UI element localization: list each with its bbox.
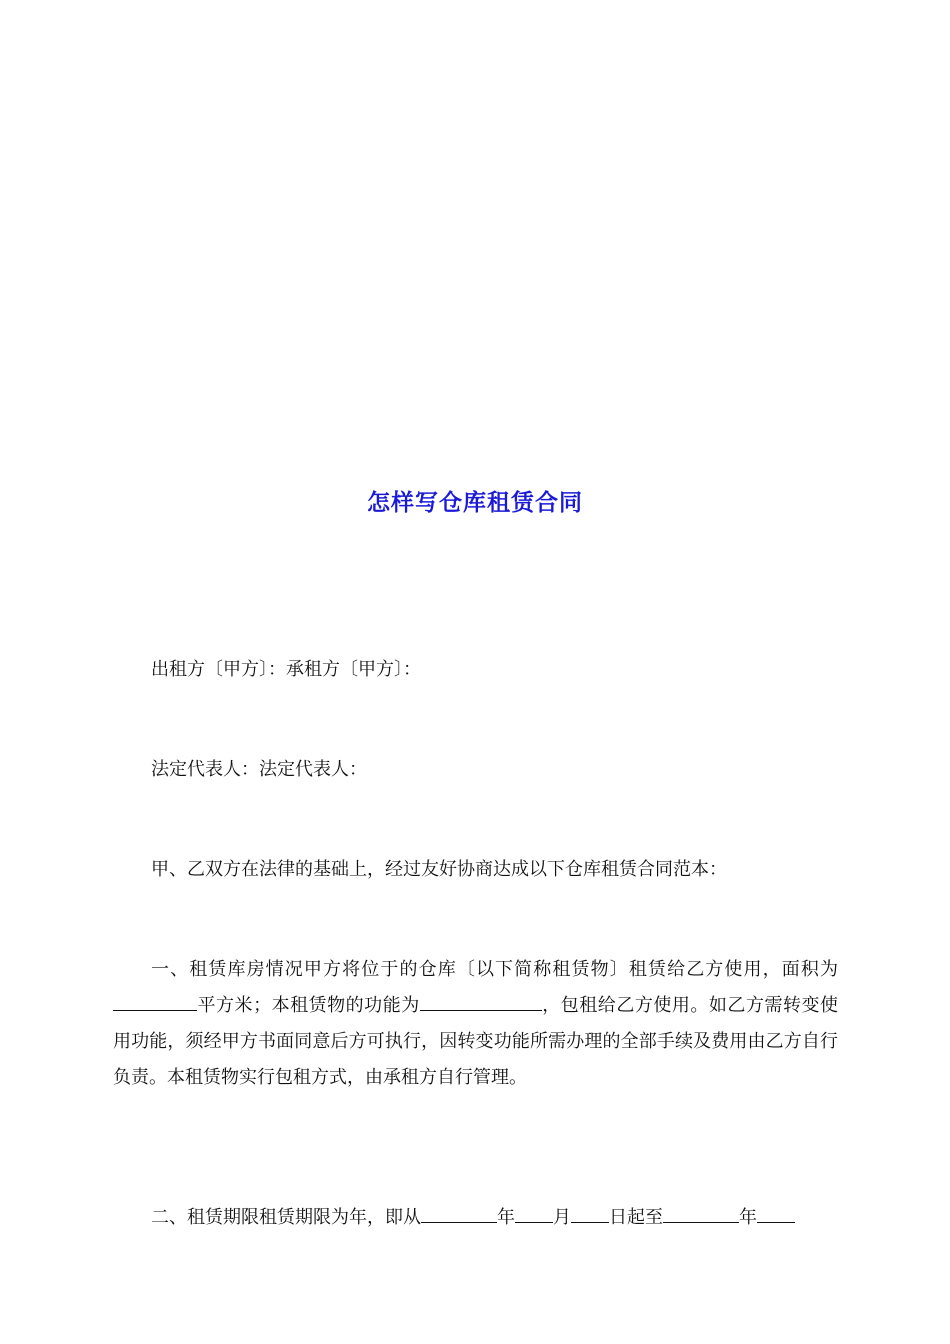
intro-line: 甲、乙双方在法律的基础上，经过友好协商达成以下仓库租赁合同范本： bbox=[151, 859, 727, 880]
end-year-blank bbox=[663, 1204, 739, 1223]
clause-1 bbox=[113, 952, 838, 1096]
clause-2-month: 月 bbox=[553, 1207, 571, 1228]
clause-2-text-a: 二、租赁期限租赁期限为年，即从 bbox=[151, 1207, 421, 1228]
clause-2 bbox=[113, 1200, 838, 1236]
clause-2-year: 年 bbox=[497, 1207, 515, 1228]
representatives-line: 法定代表人：法定代表人： bbox=[151, 759, 367, 780]
function-blank bbox=[420, 992, 542, 1011]
clause-1-text-c: ，包租给乙方使用。如乙方需转变使用功能，须经甲方书面同意后方可执行，因转变功能所需办理的全部手续及费用由乙方自行负责。本租赁物实行包租方式，由承租方自行管理。 bbox=[113, 995, 839, 1088]
document-title: 怎样写仓库租赁合同 bbox=[367, 490, 583, 516]
start-year-blank bbox=[421, 1204, 497, 1223]
area-blank bbox=[113, 992, 197, 1011]
start-month-blank bbox=[515, 1204, 553, 1223]
end-month-blank bbox=[757, 1204, 795, 1223]
parties-line: 出租方〔甲方〕：承租方〔甲方〕： bbox=[151, 659, 421, 680]
start-day-blank bbox=[571, 1204, 609, 1223]
clause-2-end-year: 年 bbox=[739, 1207, 757, 1228]
clause-1-text-a: 一、租赁库房情况甲方将位于的仓库〔以下简称租赁物〕租赁给乙方使用，面积为 bbox=[151, 959, 838, 980]
clause-2-until: 日起至 bbox=[609, 1207, 663, 1228]
clause-1-text-b: 平方米；本租赁物的功能为 bbox=[197, 995, 420, 1016]
